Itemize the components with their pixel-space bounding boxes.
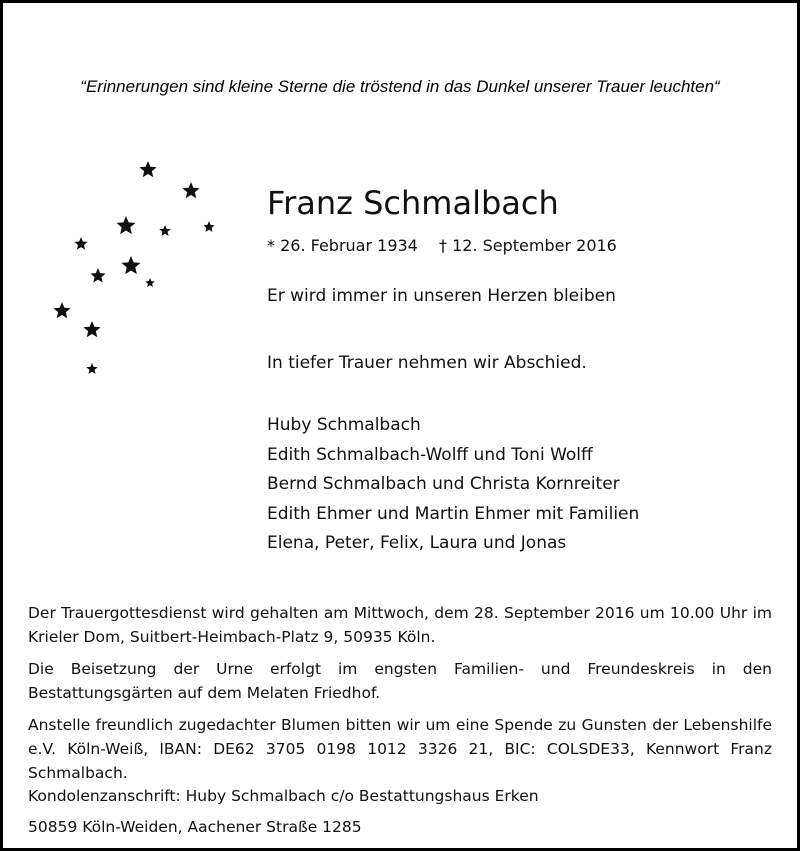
mourner-item: Bernd Schmalbach und Christa Kornreiter bbox=[267, 474, 620, 494]
star-icon bbox=[90, 268, 105, 282]
farewell-text: In tiefer Trauer nehmen wir Abschied. bbox=[267, 353, 587, 373]
star-icon bbox=[86, 363, 97, 374]
mourner-item: Huby Schmalbach bbox=[267, 415, 421, 435]
star-icon bbox=[182, 182, 199, 198]
star-icon bbox=[139, 161, 156, 177]
mourner-item: Elena, Peter, Felix, Laura und Jonas bbox=[267, 533, 567, 553]
donation-notice: Anstelle freundlich zugedachter Blumen bitten wir um eine Spende zu Gunsten der Lebenshilfe e.V. Köln-Weiß, IBAN: DE62 3705 0198 1012 3326 21, BIC: COLSDE33, Kennwort Franz Schmalbach. bbox=[28, 716, 772, 782]
stars-decoration bbox=[40, 150, 230, 390]
mourner-item: Edith Schmalbach-Wolff und Toni Wolff bbox=[267, 444, 593, 465]
life-dates bbox=[267, 236, 617, 255]
death-date: † 12. September 2016 bbox=[439, 236, 617, 255]
condolence-line-1: Kondolenzanschrift: Huby Schmalbach c/o Bestattungshaus Erken bbox=[28, 787, 539, 805]
star-icon bbox=[83, 321, 100, 337]
star-icon bbox=[203, 221, 214, 232]
star-icon bbox=[116, 216, 135, 234]
birth-date: * 26. Februar 1934 bbox=[267, 236, 418, 255]
deceased-name: Franz Schmalbach bbox=[267, 184, 559, 222]
star-icon bbox=[121, 256, 140, 274]
star-icon bbox=[74, 237, 87, 250]
mourners-list bbox=[267, 411, 639, 559]
mourner-item: Edith Ehmer und Martin Ehmer mit Familien bbox=[267, 503, 640, 524]
star-icon bbox=[53, 302, 70, 318]
star-icon bbox=[145, 278, 155, 287]
burial-notice: Die Beisetzung der Urne erfolgt im engsten Familien- und Freundeskreis in den Bestattungsgärten auf dem Melaten Friedhof. bbox=[28, 660, 772, 702]
service-notice: Der Trauergottesdienst wird gehalten am Mittwoch, dem 28. September 2016 um 10.00 Uhr im Krieler Dom, Suitbert-Heimbach-Platz 9, 50935 Köln. bbox=[28, 604, 772, 646]
quote-text: “Erinnerungen sind kleine Sterne die tröstend in das Dunkel unserer Trauer leuchten“ bbox=[80, 77, 720, 96]
condolence-line-2: 50859 Köln-Weiden, Aachener Straße 1285 bbox=[28, 818, 362, 836]
star-icon bbox=[159, 225, 170, 236]
motto-text: Er wird immer in unseren Herzen bleiben bbox=[267, 286, 616, 306]
